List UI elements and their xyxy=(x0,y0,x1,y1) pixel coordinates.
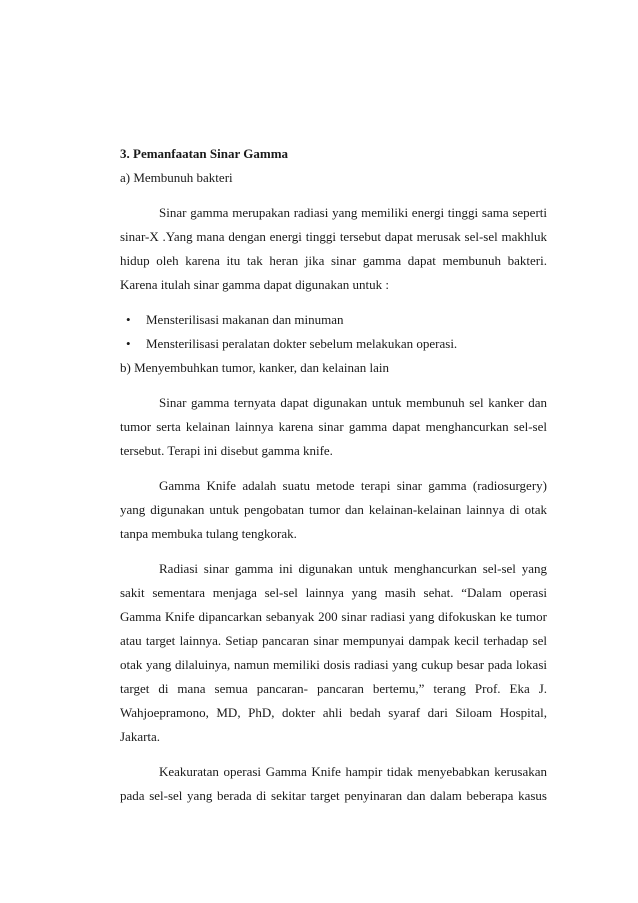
paragraph-accuracy: Keakuratan operasi Gamma Knife hampir tidak menyebabkan kerusakan pada sel-sel yang berada di sekitar target penyinaran dan dalam beberapa kasus xyxy=(120,764,547,803)
list-item-text: Mensterilisasi makanan dan minuman xyxy=(146,312,344,327)
paragraph-bacteria: Sinar gamma merupakan radiasi yang memiliki energi tinggi sama seperti sinar-X .Yang mana dengan energi tinggi tersebut dapat merusak sel-sel makhluk hidup oleh karena itu tak heran jika sinar gamma dapat membunuh bakteri. Karena itulah sinar gamma dapat digunakan untuk : xyxy=(120,205,547,292)
list-item xyxy=(120,308,547,332)
list-item xyxy=(120,332,547,356)
paragraph-gamma-knife: Gamma Knife adalah suatu metode terapi sinar gamma (radiosurgery) yang digunakan untuk pengobatan tumor dan kelainan-kelainan lainnya di otak tanpa membuka tulang tengkorak. xyxy=(120,478,547,541)
list-item-text: Mensterilisasi peralatan dokter sebelum melakukan operasi. xyxy=(146,336,458,351)
page-content xyxy=(120,142,547,819)
subsection-heading-a: a) Membunuh bakteri xyxy=(120,170,233,185)
paragraph-cancer: Sinar gamma ternyata dapat digunakan untuk membunuh sel kanker dan tumor serta kelainan lainnya karena sinar gamma dapat menghancurkan sel-sel tersebut. Terapi ini disebut gamma knife. xyxy=(120,395,547,458)
paragraph-radiation: Radiasi sinar gamma ini digunakan untuk menghancurkan sel-sel yang sakit sementara menjaga sel-sel lainnya yang masih sehat. “Dalam operasi Gamma Knife dipancarkan sebanyak 200 sinar radiasi yang difokuskan ke tumor atau target lainnya. Setiap pancaran sinar mempunyai dampak kecil terhadap sel otak yang dilaluinya, namun memiliki dosis radiasi yang cukup besar pada lokasi target di mana semua pancaran- pancaran bertemu,” terang Prof. Eka J. Wahjoepramono, MD, PhD, dokter ahli bedah syaraf dari Siloam Hospital, Jakarta. xyxy=(120,561,547,744)
subsection-heading-b: b) Menyembuhkan tumor, kanker, dan kelainan lain xyxy=(120,360,389,375)
bullet-icon: • xyxy=(126,336,131,351)
bullet-icon: • xyxy=(126,312,131,327)
section-heading: 3. Pemanfaatan Sinar Gamma xyxy=(120,146,289,161)
sterilization-list xyxy=(120,308,547,356)
